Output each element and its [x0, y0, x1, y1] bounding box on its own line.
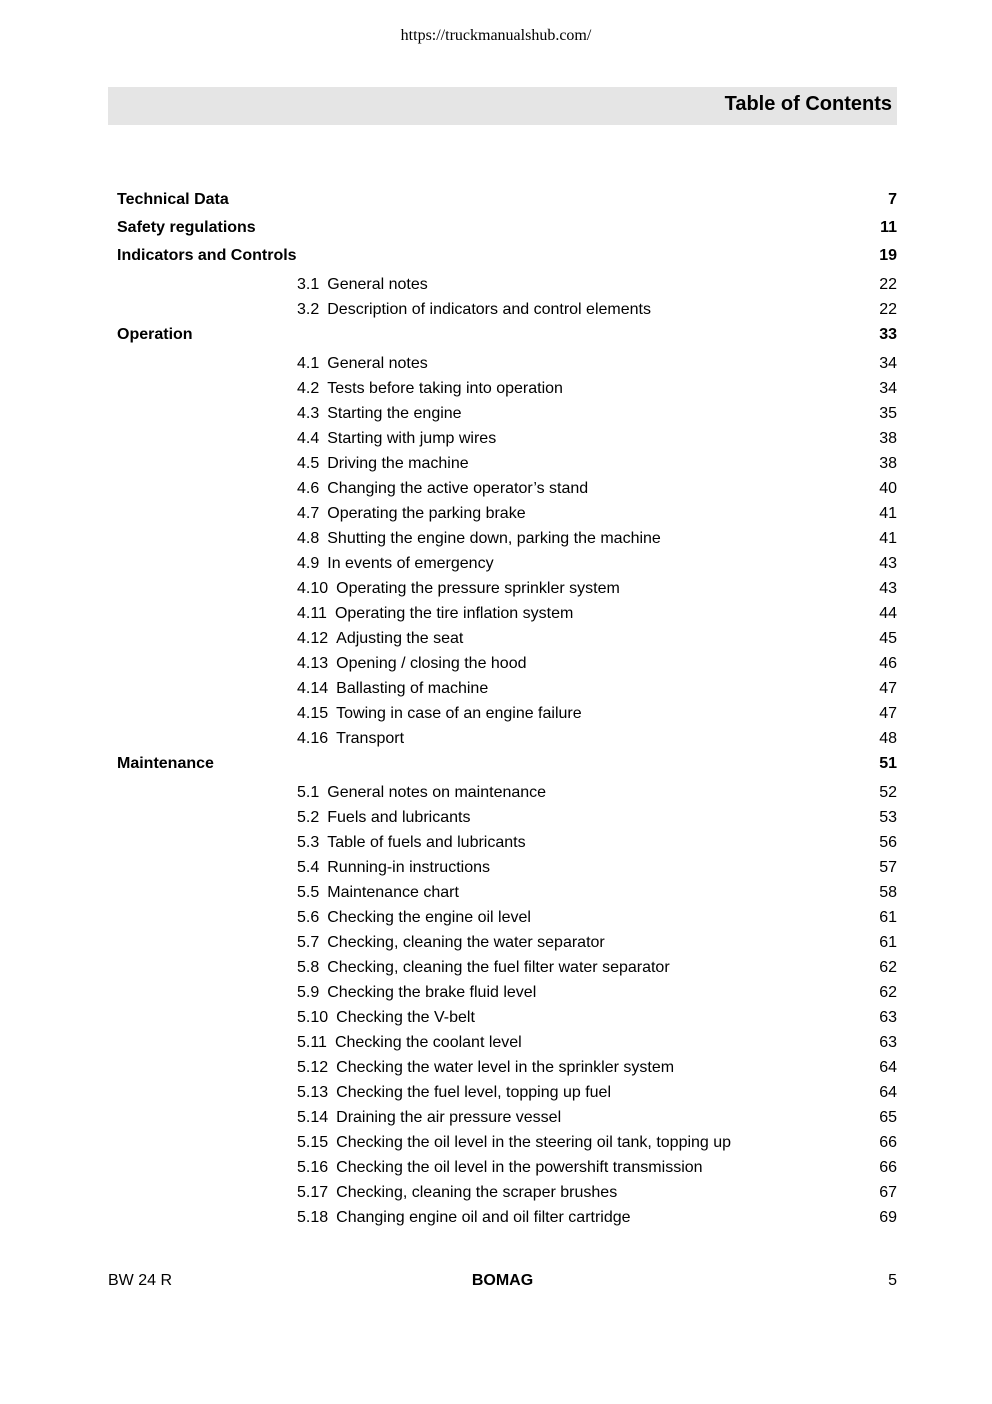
- toc-section-number: 4.16: [297, 730, 329, 747]
- toc-entry-label: [297, 403, 462, 425]
- toc-entry-text: Description of indicators and control elements: [327, 301, 651, 318]
- toc-page-number: 7: [888, 191, 897, 208]
- toc-page-number: 62: [879, 984, 897, 1001]
- toc-page-number: 48: [879, 730, 897, 747]
- toc-section[interactable]: [0, 299, 992, 321]
- toc-section-number: 4.8: [297, 530, 320, 547]
- toc-section[interactable]: [0, 378, 992, 400]
- toc-page-number: 22: [879, 276, 897, 293]
- toc-page-number: 35: [879, 405, 897, 422]
- toc-page-number: 62: [879, 959, 897, 976]
- toc-page-number: 66: [879, 1159, 897, 1176]
- toc-section[interactable]: [0, 957, 992, 979]
- toc-entry-text: Fuels and lubricants: [327, 809, 471, 826]
- toc-page-number: 65: [879, 1109, 897, 1126]
- toc-entry-label: [117, 753, 214, 775]
- toc-section-number: 5.2: [297, 809, 320, 826]
- toc-entry-text: Maintenance: [117, 755, 214, 772]
- toc-entry-label: [297, 1207, 631, 1229]
- toc-entry-label: [297, 907, 531, 929]
- toc-entry-text: Operating the parking brake: [327, 505, 526, 522]
- toc-section[interactable]: [0, 603, 992, 625]
- toc-entry-text: Safety regulations: [117, 219, 256, 236]
- toc-section[interactable]: [0, 1207, 992, 1229]
- toc-page-number: 22: [879, 301, 897, 318]
- toc-entry-text: Checking, cleaning the fuel filter water separator: [327, 959, 670, 976]
- source-url: https://truckmanualshub.com/: [400, 27, 592, 44]
- toc-section-number: 4.6: [297, 480, 320, 497]
- toc-entry-text: General notes: [327, 355, 428, 372]
- toc-section-number: 4.5: [297, 455, 320, 472]
- toc-entry-label: [297, 553, 494, 575]
- toc-section-number: 4.9: [297, 555, 320, 572]
- toc-entry-label: [297, 274, 428, 296]
- footer-brand: BOMAG: [471, 1272, 534, 1289]
- toc-entry-label: [117, 189, 229, 211]
- toc-section[interactable]: [0, 1157, 992, 1179]
- toc-entry-text: Checking the oil level in the powershift transmission: [336, 1159, 703, 1176]
- toc-section-number: 5.8: [297, 959, 320, 976]
- toc-page-number: 61: [879, 909, 897, 926]
- toc-entry-text: Checking the V-belt: [336, 1009, 475, 1026]
- toc-entry-label: [297, 982, 536, 1004]
- toc-section[interactable]: [0, 628, 992, 650]
- toc-entry-label: [297, 932, 605, 954]
- toc-entry-label: [297, 1132, 731, 1154]
- toc-entry-text: In events of emergency: [327, 555, 494, 572]
- toc-entry-label: [297, 957, 670, 979]
- toc-page-number: 69: [879, 1209, 897, 1226]
- toc-section-number: 5.1: [297, 784, 320, 801]
- toc-page-number: 47: [879, 705, 897, 722]
- toc-entry-text: Checking, cleaning the scraper brushes: [336, 1184, 618, 1201]
- toc-section-number: 4.10: [297, 580, 329, 597]
- toc-entry-label: [297, 728, 404, 750]
- toc-section-number: 5.4: [297, 859, 320, 876]
- toc-entry-label: [297, 882, 459, 904]
- toc-entry-label: [297, 1007, 475, 1029]
- toc-entry-text: General notes: [327, 276, 428, 293]
- toc-page-number: 64: [879, 1084, 897, 1101]
- toc-entry-text: Operating the pressure sprinkler system: [336, 580, 620, 597]
- toc-page-number: 64: [879, 1059, 897, 1076]
- toc-section[interactable]: [0, 653, 992, 675]
- toc-page-number: 44: [879, 605, 897, 622]
- toc-page-number: 40: [879, 480, 897, 497]
- toc-page-number: 67: [879, 1184, 897, 1201]
- toc-section-number: 4.11: [297, 605, 327, 622]
- toc-entry-text: Draining the air pressure vessel: [336, 1109, 562, 1126]
- toc-section[interactable]: [0, 907, 992, 929]
- toc-chapter[interactable]: [0, 245, 992, 267]
- toc-section[interactable]: [0, 428, 992, 450]
- toc-section-number: 5.10: [297, 1009, 329, 1026]
- toc-page-number: 63: [879, 1034, 897, 1051]
- toc-page-number: 43: [879, 555, 897, 572]
- toc-page-number: 66: [879, 1134, 897, 1151]
- toc-entry-text: Opening / closing the hood: [336, 655, 527, 672]
- toc-page-number: 56: [879, 834, 897, 851]
- page-title: Table of Contents: [724, 93, 892, 115]
- toc-section-number: 5.3: [297, 834, 320, 851]
- toc-entry-label: [297, 857, 490, 879]
- toc-chapter[interactable]: [0, 189, 992, 211]
- toc-section[interactable]: [0, 503, 992, 525]
- toc-entry-text: Checking the water level in the sprinkler system: [336, 1059, 675, 1076]
- toc-entry-text: General notes on maintenance: [327, 784, 547, 801]
- toc-page-number: 41: [879, 530, 897, 547]
- toc-entry-text: Tests before taking into operation: [327, 380, 563, 397]
- toc-section[interactable]: [0, 982, 992, 1004]
- toc-section-number: 4.7: [297, 505, 320, 522]
- toc-entry-label: [297, 653, 527, 675]
- toc-entry-label: [297, 453, 469, 475]
- toc-section[interactable]: [0, 782, 992, 804]
- toc-section-number: 5.12: [297, 1059, 329, 1076]
- toc-section-number: 5.6: [297, 909, 320, 926]
- toc-section[interactable]: [0, 932, 992, 954]
- toc-entry-label: [297, 807, 470, 829]
- toc-section[interactable]: [0, 678, 992, 700]
- toc-entry-text: Checking the fuel level, topping up fuel: [336, 1084, 611, 1101]
- toc-section-number: 5.18: [297, 1209, 329, 1226]
- toc-section[interactable]: [0, 274, 992, 296]
- toc-page-number: 19: [879, 247, 897, 264]
- toc-entry-text: Technical Data: [117, 191, 229, 208]
- toc-section[interactable]: [0, 1032, 992, 1054]
- toc-section-number: 5.11: [297, 1034, 327, 1051]
- toc-entry-text: Operating the tire inflation system: [334, 605, 574, 622]
- toc-page-number: 38: [879, 430, 897, 447]
- toc-entry-label: [297, 353, 428, 375]
- toc-page-number: 33: [879, 326, 897, 343]
- toc-entry-text: Transport: [336, 730, 405, 747]
- toc-page-number: 47: [879, 680, 897, 697]
- toc-entry-text: Indicators and Controls: [117, 247, 297, 264]
- toc-section-number: 3.2: [297, 301, 320, 318]
- toc-entry-label: [297, 628, 463, 650]
- toc-page-number: 34: [879, 355, 897, 372]
- toc-section-number: 5.17: [297, 1184, 329, 1201]
- toc-entry-label: [297, 1157, 703, 1179]
- toc-section-number: 4.15: [297, 705, 329, 722]
- toc-section-number: 4.2: [297, 380, 320, 397]
- toc-entry-text: Maintenance chart: [327, 884, 459, 901]
- toc-section[interactable]: [0, 832, 992, 854]
- toc-section[interactable]: [0, 1082, 992, 1104]
- toc-section-number: 3.1: [297, 276, 320, 293]
- toc-entry-label: [297, 1182, 617, 1204]
- toc-section[interactable]: [0, 882, 992, 904]
- toc-section[interactable]: [0, 1057, 992, 1079]
- toc-page-number: 51: [879, 755, 897, 772]
- toc-section[interactable]: [0, 728, 992, 750]
- toc-page-number: 34: [879, 380, 897, 397]
- toc-entry-label: [297, 299, 651, 321]
- toc-section[interactable]: [0, 1007, 992, 1029]
- toc-entry-label: [117, 217, 256, 239]
- footer-model: BW 24 R: [108, 1272, 173, 1289]
- toc-entry-label: [297, 503, 526, 525]
- toc-chapter[interactable]: [0, 217, 992, 239]
- toc-entry-text: Checking, cleaning the water separator: [327, 934, 605, 951]
- toc-entry-text: Checking the brake fluid level: [327, 984, 537, 1001]
- toc-entry-text: Checking the coolant level: [334, 1034, 522, 1051]
- toc-entry-text: Starting with jump wires: [327, 430, 497, 447]
- toc-entry-label: [297, 528, 661, 550]
- toc-section-number: 4.13: [297, 655, 329, 672]
- toc-entry-label: [297, 678, 488, 700]
- toc-section-number: 5.16: [297, 1159, 329, 1176]
- toc-page-number: 61: [879, 934, 897, 951]
- toc-section[interactable]: [0, 528, 992, 550]
- toc-entry-text: Running-in instructions: [327, 859, 490, 876]
- toc-page-number: 11: [880, 219, 897, 236]
- title-band: [108, 87, 897, 125]
- toc-entry-text: Adjusting the seat: [336, 630, 464, 647]
- toc-section-number: 4.12: [297, 630, 329, 647]
- page-footer: [108, 1270, 897, 1292]
- toc-entry-text: Driving the machine: [327, 455, 469, 472]
- toc-entry-text: Ballasting of machine: [336, 680, 489, 697]
- toc-entry-label: [297, 428, 496, 450]
- toc-section-number: 5.5: [297, 884, 320, 901]
- toc-entry-text: Changing engine oil and oil filter cartridge: [336, 1209, 631, 1226]
- toc-section[interactable]: [0, 553, 992, 575]
- toc-section-number: 5.14: [297, 1109, 329, 1126]
- toc-entry-text: Checking the engine oil level: [327, 909, 531, 926]
- toc-section-number: 5.13: [297, 1084, 329, 1101]
- toc-page-number: 43: [879, 580, 897, 597]
- toc-section[interactable]: [0, 453, 992, 475]
- toc-page-number: 41: [879, 505, 897, 522]
- toc-entry-text: Checking the oil level in the steering oil tank, topping up: [336, 1134, 732, 1151]
- toc-entry-label: [297, 478, 588, 500]
- toc-entry-label: [297, 578, 620, 600]
- toc-chapter[interactable]: [0, 324, 992, 346]
- toc-page-number: 63: [879, 1009, 897, 1026]
- toc-entry-text: Operation: [117, 326, 193, 343]
- toc-page-number: 57: [879, 859, 897, 876]
- toc-entry-label: [297, 603, 573, 625]
- toc-section-number: 4.14: [297, 680, 329, 697]
- toc-section-number: 4.3: [297, 405, 320, 422]
- toc-entry-label: [297, 378, 563, 400]
- toc-section[interactable]: [0, 1182, 992, 1204]
- toc-entry-label: [117, 245, 297, 267]
- toc-entry-label: [297, 1082, 611, 1104]
- toc-page-number: 38: [879, 455, 897, 472]
- toc-entry-text: Table of fuels and lubricants: [327, 834, 526, 851]
- toc-section[interactable]: [0, 1132, 992, 1154]
- toc-section-number: 5.9: [297, 984, 320, 1001]
- toc-entry-text: Shutting the engine down, parking the machine: [327, 530, 661, 547]
- toc-section-number: 5.7: [297, 934, 320, 951]
- toc-entry-text: Towing in case of an engine failure: [336, 705, 582, 722]
- toc-entry-label: [297, 782, 546, 804]
- toc-entry-label: [297, 1032, 522, 1054]
- toc-section[interactable]: [0, 807, 992, 829]
- toc-section-number: 4.1: [297, 355, 320, 372]
- toc-section-number: 5.15: [297, 1134, 329, 1151]
- toc-chapter[interactable]: [0, 753, 992, 775]
- toc-section[interactable]: [0, 703, 992, 725]
- toc-section[interactable]: [0, 403, 992, 425]
- toc-page-number: 52: [879, 784, 897, 801]
- toc-page-number: 46: [879, 655, 897, 672]
- toc-entry-text: Changing the active operator’s stand: [327, 480, 589, 497]
- toc-entry-label: [297, 703, 582, 725]
- toc-entry-label: [297, 832, 526, 854]
- toc-section[interactable]: [0, 578, 992, 600]
- toc-section[interactable]: [0, 353, 992, 375]
- toc-entry-label: [297, 1057, 674, 1079]
- toc-section-number: 4.4: [297, 430, 320, 447]
- footer-page-number: 5: [888, 1272, 897, 1289]
- toc-section[interactable]: [0, 1107, 992, 1129]
- toc-entry-text: Starting the engine: [327, 405, 462, 422]
- toc-section[interactable]: [0, 857, 992, 879]
- toc-section[interactable]: [0, 478, 992, 500]
- toc-page-number: 45: [879, 630, 897, 647]
- toc-page-number: 58: [879, 884, 897, 901]
- toc-page-number: 53: [879, 809, 897, 826]
- toc-entry-label: [117, 324, 193, 346]
- toc-entry-label: [297, 1107, 561, 1129]
